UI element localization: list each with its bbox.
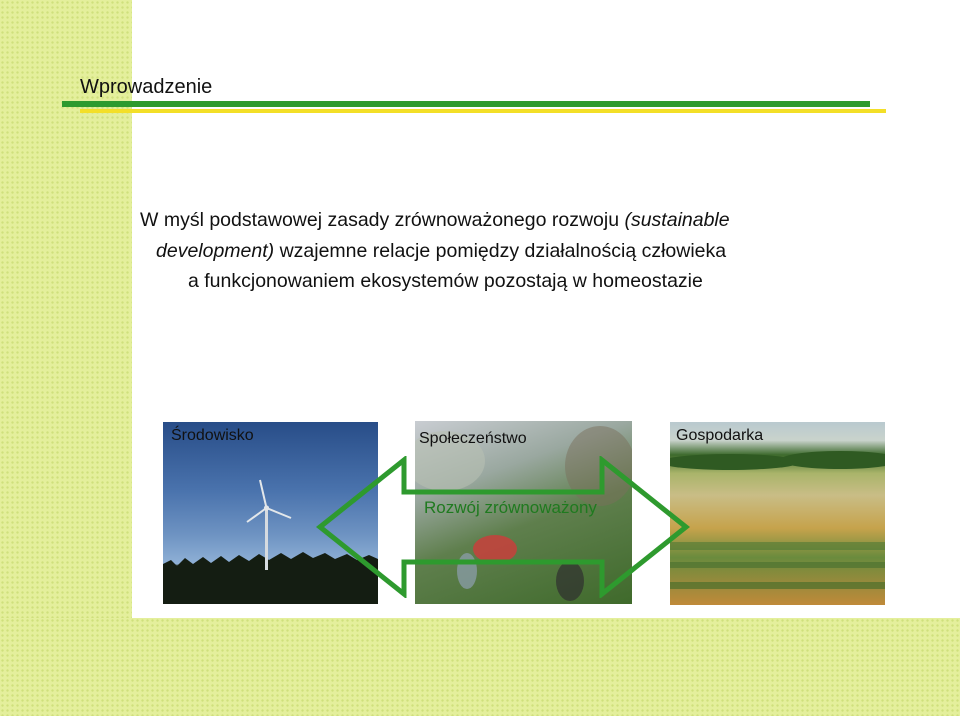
body-line-1: W myśl podstawowej zasady zrównoważonego rozwoju (sustainable [140, 209, 730, 231]
label-sustainable-development: Rozwój zrównoważony [424, 498, 597, 517]
double-arrow-icon [316, 456, 690, 598]
body-line-2: development) wzajemne relacje pomiędzy działalnością człowieka [156, 239, 727, 262]
title-rule-yellow [80, 109, 886, 113]
label-economy: Gospodarka [676, 427, 764, 444]
title-rule-green [62, 101, 870, 107]
bottom-decoration-strip [0, 618, 960, 716]
label-society: Społeczeństwo [419, 430, 527, 447]
side-decoration-strip [0, 0, 132, 716]
body-italic-term-cont: development) [156, 239, 275, 262]
body-line-3: a funkcjonowaniem ekosystemów pozostają w homeostazie [188, 270, 703, 292]
label-environment: Środowisko [171, 427, 254, 444]
body-italic-term: (sustainable [624, 209, 730, 231]
economy-photo [670, 422, 885, 605]
slide-title: Wprowadzenie [80, 76, 213, 98]
slide-body [140, 205, 880, 297]
